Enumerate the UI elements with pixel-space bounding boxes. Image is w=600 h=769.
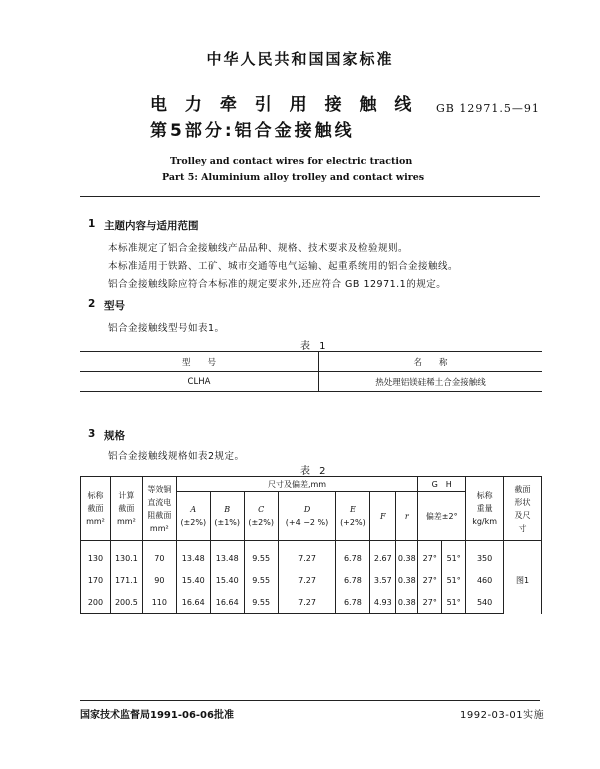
- header-f-label: F: [380, 511, 386, 521]
- english-title-line-2: Part 5: Aluminium alloy trolley and contact wires: [162, 172, 425, 183]
- header-d: [278, 492, 336, 541]
- cell-value: 70: [154, 553, 165, 563]
- cell-nominal-section: [81, 591, 111, 614]
- cell-value: 13.48: [181, 553, 205, 563]
- cell-angle-g: [418, 541, 442, 570]
- section-3-heading: 规格: [104, 430, 125, 442]
- header-gh-tolerance: 偏差±2°: [418, 492, 466, 541]
- section-2-intro: 铝合金接触线型号如表1。: [108, 323, 225, 334]
- cell-angle-h: [442, 541, 466, 570]
- cell-value: 0.38: [397, 597, 416, 607]
- cell-value: 0.38: [397, 553, 416, 563]
- cell-value: 350: [476, 553, 493, 563]
- cell-value: 15.40: [215, 575, 239, 585]
- header-a-label: A: [190, 505, 197, 514]
- cell-dim-e: [336, 591, 370, 614]
- table-row: [81, 591, 542, 614]
- cell-dim-a: [176, 569, 210, 591]
- table-1-header-model: 型 号: [80, 352, 319, 372]
- cell-value: 4.93: [373, 597, 392, 607]
- header-f: [370, 492, 396, 541]
- cell-equivalent-section: [142, 541, 176, 570]
- cell-dim-e: [336, 569, 370, 591]
- cell-value: 27°: [422, 553, 437, 563]
- implementation-date: 1992-03-01实施: [460, 710, 545, 721]
- cell-value: 130: [87, 553, 104, 563]
- cell-value: 130.1: [114, 553, 138, 563]
- cell-equivalent-section: [142, 569, 176, 591]
- cell-value: 171.1: [114, 575, 138, 585]
- cell-value: 7.27: [298, 597, 316, 607]
- header-e-label: E: [349, 505, 356, 514]
- table-1-caption: 表 1: [300, 341, 329, 352]
- cell-dim-r: [396, 569, 418, 591]
- cell-nominal-weight: [466, 591, 504, 614]
- table-1-header-name: 名 称: [319, 352, 543, 372]
- cell-value: 460: [476, 575, 493, 585]
- cell-dim-b: [210, 541, 244, 570]
- title-line-1: 电 力 牵 引 用 接 触 线: [150, 95, 418, 115]
- cell-value: 200.5: [114, 597, 138, 607]
- cell-value: 6.78: [343, 575, 362, 585]
- cell-angle-g: [418, 591, 442, 614]
- section-2-number: 2: [88, 298, 96, 310]
- cell-value: 16.64: [181, 597, 205, 607]
- table-row: [81, 541, 542, 570]
- cell-dim-d: [278, 569, 336, 591]
- section-3-number: 3: [88, 428, 96, 440]
- cell-value: 7.27: [298, 575, 316, 585]
- cell-value: 9.55: [252, 597, 271, 607]
- cell-value: 110: [151, 597, 167, 607]
- cell-nominal-weight: [466, 569, 504, 591]
- cell-dim-f: [370, 591, 396, 614]
- header-b-label: B: [224, 505, 231, 514]
- cell-value: 9.55: [252, 553, 271, 563]
- cell-dim-d: [278, 591, 336, 614]
- cell-dim-f: [370, 541, 396, 570]
- cell-value: 0.38: [397, 575, 416, 585]
- cell-dim-r: [396, 541, 418, 570]
- cell-value: 200: [87, 597, 104, 607]
- cell-dim-f: [370, 569, 396, 591]
- header-dimensions: 尺寸及偏差,mm: [176, 477, 418, 492]
- section-1-paragraph: 本标准规定了铝合金接触线产品品种、规格、技术要求及检验规则。: [108, 243, 409, 254]
- cell-value: 3.57: [373, 575, 392, 585]
- header-c: [244, 492, 278, 541]
- cell-value: 170: [87, 575, 104, 585]
- footer-divider: [80, 700, 540, 701]
- section-2-heading: 型号: [104, 300, 125, 312]
- cell-value: 51°: [446, 553, 461, 563]
- cell-value: 16.64: [215, 597, 239, 607]
- cell-dim-r: [396, 591, 418, 614]
- cell-calculated-section: [110, 569, 142, 591]
- cell-value: 6.78: [343, 597, 362, 607]
- cell-dim-d: [278, 541, 336, 570]
- section-1-paragraph: 铝合金接触线除应符合本标准的规定要求外,还应符合 GB 12971.1的规定。: [108, 279, 447, 290]
- header-c-tolerance: (±2%): [248, 518, 274, 527]
- cell-value: 6.78: [343, 553, 362, 563]
- header-g-h: G H: [418, 477, 466, 492]
- header-a: [176, 492, 210, 541]
- header-e-tolerance: (+2%): [340, 518, 366, 527]
- header-section-shape: 截面 形状 及尺 寸: [504, 477, 542, 541]
- cell-value: 15.40: [181, 575, 205, 585]
- cell-dim-a: [176, 591, 210, 614]
- cell-shape-ref: [504, 541, 542, 614]
- cell-value: 27°: [422, 597, 437, 607]
- table-2-caption: 表 2: [300, 466, 329, 477]
- title-divider: [80, 196, 540, 197]
- cell-dim-e: [336, 541, 370, 570]
- cell-calculated-section: [110, 591, 142, 614]
- cell-dim-a: [176, 541, 210, 570]
- table-2-body: [81, 541, 542, 614]
- header-nominal-section: 标称 截面 mm²: [81, 477, 111, 541]
- cell-value: 图1: [515, 575, 530, 585]
- table-1: [80, 351, 542, 392]
- cell-value: 2.67: [373, 553, 392, 563]
- cell-value: 7.27: [298, 553, 316, 563]
- cell-dim-c: [244, 569, 278, 591]
- header-nominal-weight: 标称 重量 kg/km: [466, 477, 504, 541]
- cell-angle-h: [442, 569, 466, 591]
- header-e: [336, 492, 370, 541]
- cell-value: 51°: [446, 575, 461, 585]
- section-1-number: 1: [88, 218, 96, 230]
- cell-equivalent-section: [142, 591, 176, 614]
- section-1-paragraph: 本标准适用于铁路、工矿、城市交通等电气运输、起重系统用的铝合金接触线。: [108, 261, 459, 272]
- title-line-2: 第5部分:铝合金接触线: [150, 121, 355, 141]
- cell-dim-b: [210, 569, 244, 591]
- header-equivalent-copper-section: 等效铜 直流电 阻截面 mm²: [142, 477, 176, 541]
- table-1-cell-name: 热处理铝镁硅稀土合金接触线: [319, 372, 543, 392]
- header-r: [396, 492, 418, 541]
- cell-nominal-section: [81, 569, 111, 591]
- cell-dim-b: [210, 591, 244, 614]
- header-d-label: D: [303, 505, 311, 514]
- header-r-label: r: [404, 511, 409, 521]
- header-c-label: C: [258, 505, 265, 514]
- header-d-tolerance: (+4 −2 %): [285, 518, 329, 527]
- table-1-cell-model: CLHA: [80, 372, 319, 392]
- cell-dim-c: [244, 591, 278, 614]
- approval-date: 国家技术监督局1991-06-06批准: [80, 710, 234, 721]
- cell-nominal-weight: [466, 541, 504, 570]
- section-1-heading: 主题内容与适用范围: [104, 220, 199, 232]
- cell-value: 540: [476, 597, 493, 607]
- cell-angle-g: [418, 569, 442, 591]
- cell-value: 9.55: [252, 575, 271, 585]
- table-row: [81, 569, 542, 591]
- english-title-line-1: Trolley and contact wires for electric traction: [170, 156, 413, 167]
- header-calculated-section: 计算 截面 mm²: [110, 477, 142, 541]
- cell-value: 90: [154, 575, 165, 585]
- standard-number: GB 12971.5—91: [436, 102, 540, 115]
- national-standard-header: 中华人民共和国国家标准: [206, 50, 394, 68]
- cell-value: 13.48: [215, 553, 239, 563]
- cell-nominal-section: [81, 541, 111, 570]
- table-2: [80, 476, 542, 614]
- header-b: [210, 492, 244, 541]
- header-a-tolerance: (±2%): [180, 518, 207, 527]
- cell-dim-c: [244, 541, 278, 570]
- cell-value: 51°: [446, 597, 461, 607]
- cell-value: 27°: [422, 575, 437, 585]
- section-3-intro: 铝合金接触线规格如表2规定。: [108, 451, 245, 462]
- cell-calculated-section: [110, 541, 142, 570]
- header-b-tolerance: (±1%): [214, 518, 241, 527]
- cell-angle-h: [442, 591, 466, 614]
